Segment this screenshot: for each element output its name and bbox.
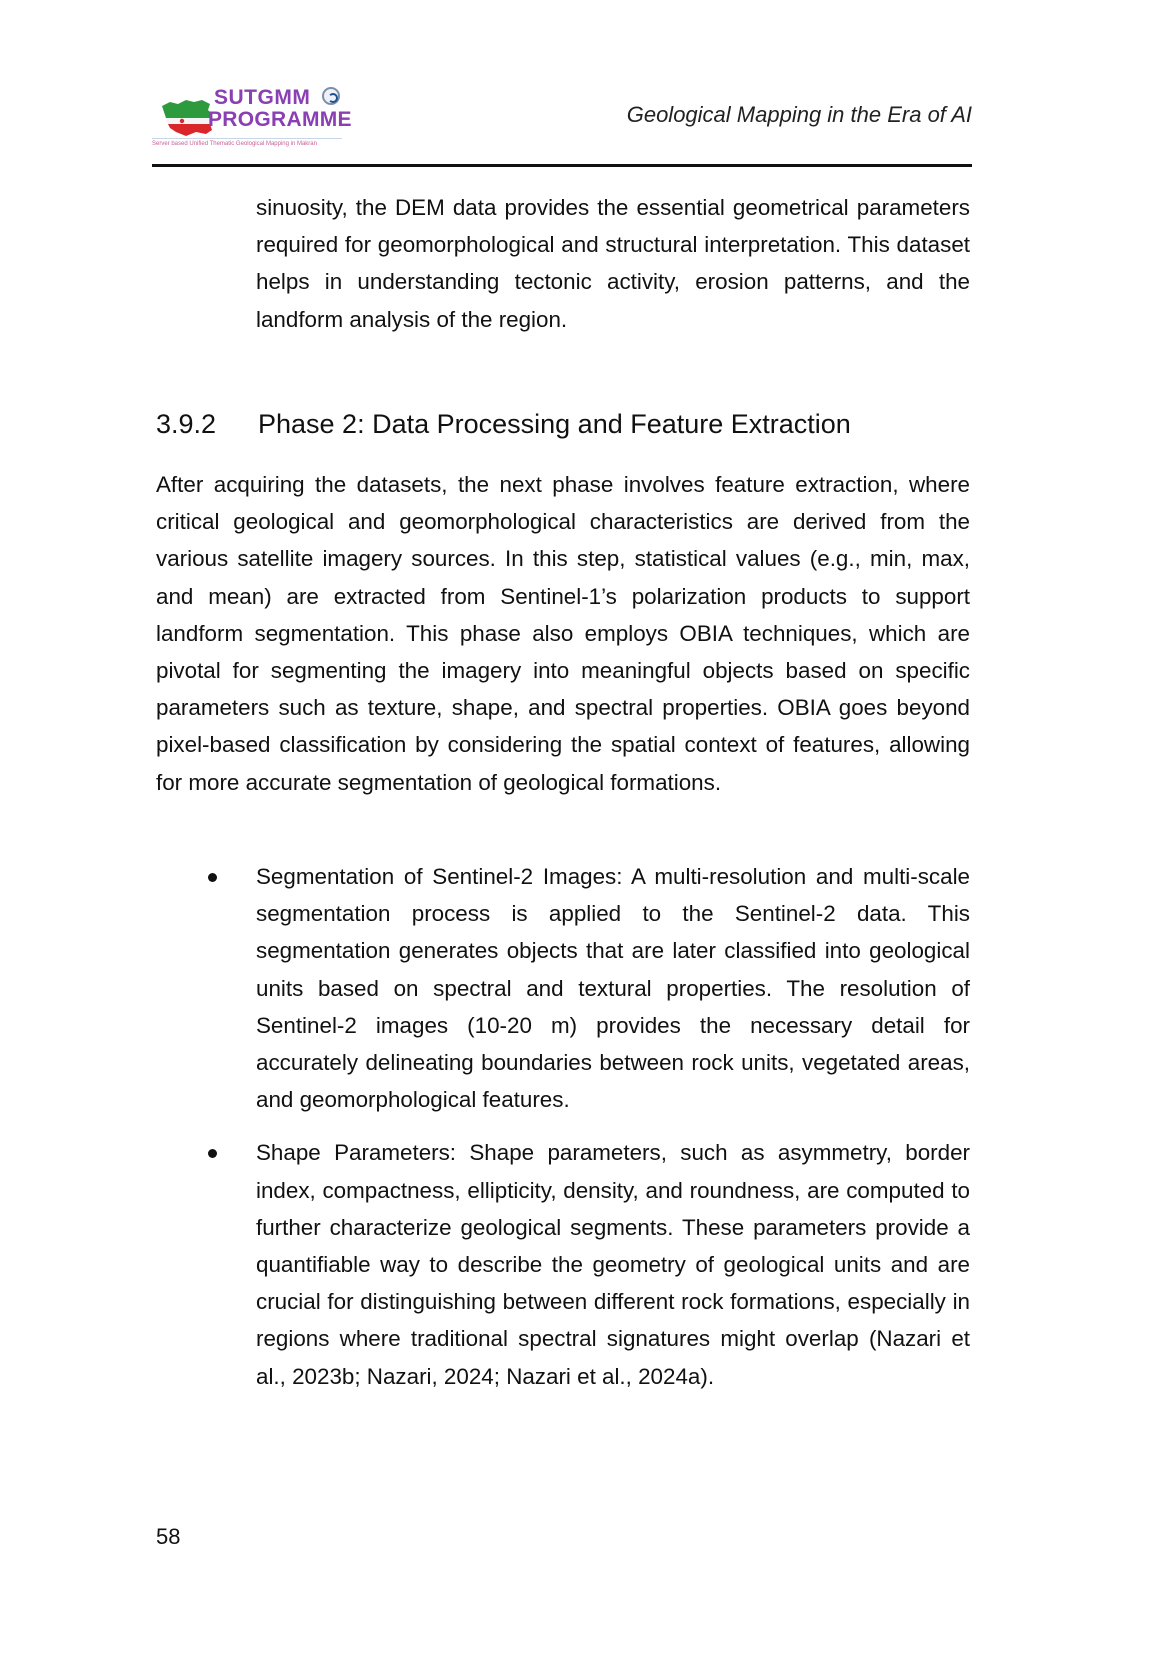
page-header: [152, 82, 972, 166]
institution-emblem-icon: [322, 87, 340, 105]
list-item-text: Segmentation of Sentinel-2 Images: A multi-resolution and multi-scale segmentation process is applied to the Sentinel-2 data. This segmentation generates objects that are later classified into geological units based on spectral and textural properties. The resolution of Sentinel-2 images (10-20 m) provides the necessary detail for accurately delineating boundaries between rock units, vegetated areas, and geomorphological features.: [256, 864, 970, 1113]
bullet-icon: [208, 873, 217, 882]
list-item: [200, 858, 970, 1118]
list-item-text: Shape Parameters: Shape parameters, such as asymmetry, border index, compactness, ellipticity, density, and roundness, are computed to further characterize geological segments. These parameters provide a quantifiable way to describe the geometry of geological units and are crucial for distinguishing between different rock formations, especially in regions where traditional spectral signatures might overlap (Nazari et al., 2023b; Nazari, 2024; Nazari et al., 2024a).: [256, 1140, 970, 1389]
iran-flag-map-icon: [160, 96, 214, 138]
bullet-list: [200, 858, 970, 1411]
sutgmm-logo: [152, 82, 352, 154]
logo-title-line2: PROGRAMME: [208, 108, 352, 131]
bullet-icon: [208, 1149, 217, 1158]
section-heading: [156, 409, 851, 440]
section-title: Phase 2: Data Processing and Feature Extraction: [258, 409, 851, 439]
header-divider: [152, 164, 972, 167]
running-title: Geological Mapping in the Era of AI: [626, 102, 972, 127]
logo-divider: [152, 138, 342, 139]
body-paragraph: After acquiring the datasets, the next phase involves feature extraction, where critical geological and geomorphological characteristics are derived from the various satellite imagery sources. In this step, statistical values (e.g., min, max, and mean) are extracted from Sentinel-1’s polarization products to support landform segmentation. This phase also employs OBIA techniques, which are pivotal for segmenting the imagery into meaningful objects based on specific parameters such as texture, shape, and spectral properties. OBIA goes beyond pixel-based classification by considering the spatial context of features, allowing for more accurate segmentation of geological formations.: [156, 472, 970, 795]
page-number: 58: [156, 1524, 181, 1549]
list-item: [200, 1134, 970, 1394]
logo-title-line1: SUTGMM: [214, 86, 311, 109]
logo-subtitle: Server based Unified Thematic Geological Mapping in Makran: [152, 141, 317, 147]
section-number: 3.9.2: [156, 409, 217, 439]
continued-paragraph: sinuosity, the DEM data provides the essential geometrical parameters required for geomorphological and structural interpretation. This dataset helps in understanding tectonic activity, erosion patterns, and the landform analysis of the region.: [256, 195, 970, 332]
